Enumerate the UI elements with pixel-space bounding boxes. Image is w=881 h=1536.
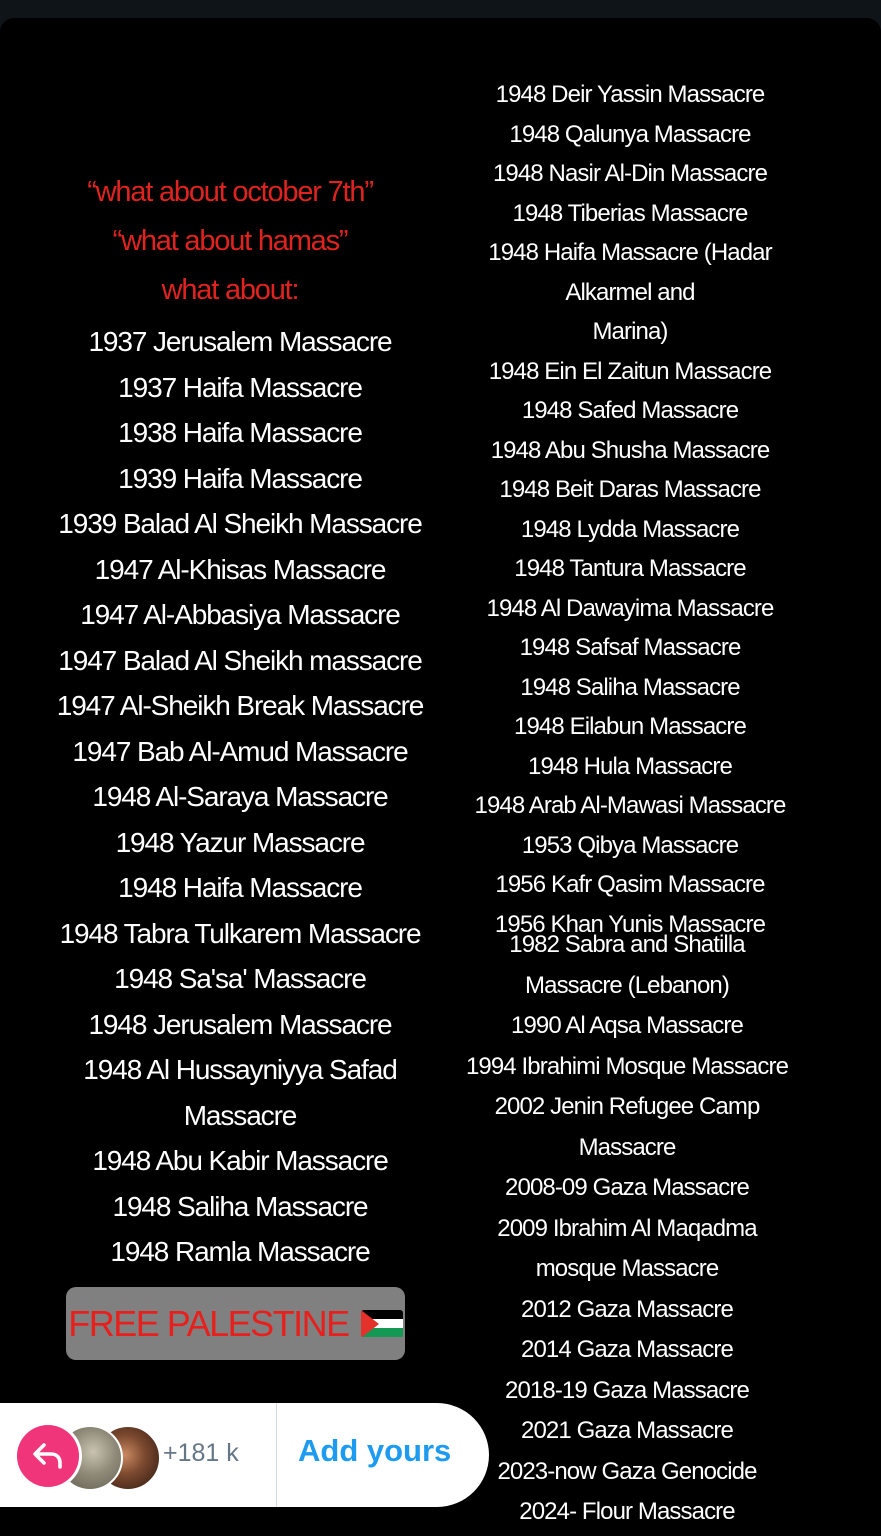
list-item: Marina): [592, 318, 668, 345]
list-item: Massacre (Lebanon): [525, 971, 729, 999]
list-item: 2021 Gaza Massacre: [521, 1417, 733, 1444]
list-item: 1948 Nasir Al-Din Massacre: [492, 160, 768, 187]
right-massacre-list-bottom: [452, 925, 802, 1533]
list-item: 1994 Ibrahimi Mosque Massacre: [465, 1052, 789, 1080]
list-item: 1948 Deir Yassin Massacre: [495, 81, 765, 108]
list-item: 1939 Balad Al Sheikh Massacre: [58, 508, 422, 539]
list-item: 1948 Eilabun Massacre: [514, 713, 746, 740]
list-item: 1948 Al-Saraya Massacre: [92, 781, 388, 812]
list-item: 1948 Tabra Tulkarem Massacre: [59, 917, 421, 949]
header-line: what about:: [161, 274, 299, 306]
list-item: 1948 Al Dawayima Massacre: [486, 594, 774, 622]
list-item: 1948 Yazur Massacre: [115, 826, 365, 858]
participant-count: +181 k: [163, 1439, 239, 1467]
list-item: 1948 Safed Massacre: [521, 397, 739, 424]
list-item: 1948 Abu Shusha Massacre: [490, 436, 770, 464]
list-item: 1948 Ein El Zaitun Massacre: [488, 357, 772, 385]
list-item: 1948 Saliha Massacre: [112, 1190, 368, 1222]
header-line: “what about october 7th”: [87, 176, 373, 208]
list-item: 1990 Al Aqsa Massacre: [511, 1012, 743, 1039]
list-item: 1953 Qibya Massacre: [521, 831, 739, 859]
list-item: Massacre: [578, 1133, 676, 1161]
list-item: 1948 Jerusalem Massacre: [88, 1008, 392, 1040]
list-item: 2014 Gaza Massacre: [521, 1336, 733, 1363]
list-item: 1948 Beit Daras Massacre: [499, 476, 761, 503]
badge-text: FREE PALESTINE: [68, 1302, 349, 1344]
list-item: 1947 Al-Khisas Massacre: [94, 553, 386, 585]
free-palestine-badge: [66, 1287, 405, 1360]
list-item: Alkarmel and: [565, 278, 695, 306]
divider: [276, 1403, 277, 1507]
list-item: 1948 Abu Kabir Massacre: [92, 1145, 388, 1176]
list-item: 1948 Haifa Massacre (Hadar: [488, 239, 772, 266]
list-item: 1948 Al Hussayniyya Safad: [83, 1054, 397, 1085]
list-item: 2002 Jenin Refugee Camp: [494, 1093, 760, 1120]
list-item: 1947 Balad Al Sheikh massacre: [58, 644, 422, 676]
list-item: 1948 Saliha Massacre: [520, 673, 740, 701]
list-item: 1948 Tiberias Massacre: [512, 199, 748, 227]
left-massacre-list: [40, 319, 440, 1275]
list-item: 1948 Haifa Massacre: [118, 872, 362, 903]
list-item: 2023-now Gaza Genocide: [497, 1457, 757, 1485]
list-item: 1982 Sabra and Shatilla: [509, 931, 745, 958]
list-item: 1948 Lydda Massacre: [520, 515, 740, 543]
list-item: 1937 Jerusalem Massacre: [88, 326, 392, 357]
list-item: 1947 Bab Al-Amud Massacre: [72, 735, 408, 767]
story-card: [0, 18, 881, 1536]
list-item: mosque Massacre: [535, 1255, 719, 1282]
list-item: 2009 Ibrahim Al Maqadma: [497, 1214, 757, 1242]
list-item: 1947 Al-Sheikh Break Massacre: [56, 690, 424, 721]
list-item: 1948 Ramla Massacre: [110, 1236, 370, 1267]
add-yours-sticker[interactable]: [0, 1403, 489, 1507]
left-column: [40, 168, 440, 1275]
add-yours-button[interactable]: Add yours: [298, 1433, 452, 1468]
reply-arrow-icon[interactable]: [17, 1425, 79, 1487]
palestine-flag-icon: [361, 1310, 403, 1338]
list-item: 2018-19 Gaza Massacre: [505, 1376, 749, 1404]
list-item: 1938 Haifa Massacre: [118, 417, 362, 448]
list-item: 1956 Khan Yunis Massacre: [494, 910, 766, 938]
right-massacre-list-top: [455, 75, 805, 944]
list-item: 1948 Hula Massacre: [528, 752, 732, 780]
list-item: 2024- Flour Massacre: [519, 1498, 735, 1525]
list-item: 1948 Qalunya Massacre: [509, 120, 751, 148]
list-item: Massacre: [183, 1099, 297, 1131]
list-item: 1956 Kafr Qasim Massacre: [495, 871, 765, 898]
header-line: “what about hamas”: [112, 225, 348, 257]
list-item: 1948 Arab Al-Mawasi Massacre: [474, 792, 786, 819]
list-item: 1948 Sa'sa' Massacre: [114, 963, 366, 994]
list-item: 1939 Haifa Massacre: [118, 462, 362, 494]
list-item: 2008-09 Gaza Massacre: [505, 1174, 749, 1201]
list-item: 1948 Safsaf Massacre: [519, 634, 741, 661]
list-item: 2012 Gaza Massacre: [521, 1295, 733, 1323]
list-item: 1937 Haifa Massacre: [118, 371, 362, 403]
list-item: 1948 Tantura Massacre: [514, 555, 746, 582]
list-item: 1947 Al-Abbasiya Massacre: [80, 599, 400, 630]
header-quote-block: [20, 168, 440, 315]
